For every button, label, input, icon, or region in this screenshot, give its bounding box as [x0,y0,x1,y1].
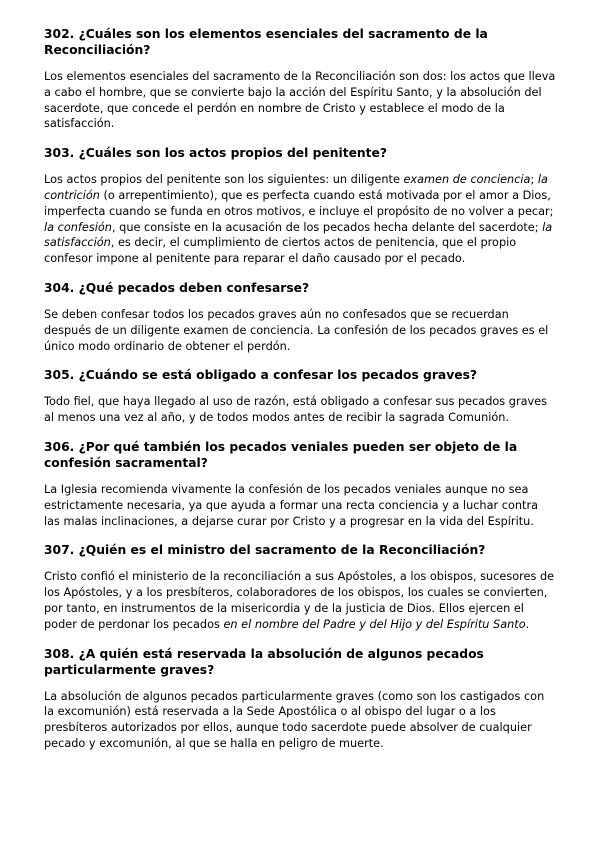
body-text: , es decir, el cumplimiento de ciertos actos de penitencia, que el propio confesor impone al penitente para reparar el daño causado por el pecado. [44,236,517,266]
section-title: 302. ¿Cuáles son los elementos esenciales del sacramento de la Reconciliación? [44,27,488,57]
body-italic-text: la satisfacción [44,220,553,250]
section-body [44,482,556,529]
section-304 [44,280,556,354]
section-303 [44,145,556,267]
body-italic-text: en el nombre del Padre y del Hijo y del Espíritu Santo [223,617,526,631]
body-text: , que consiste en la acusación de los pecados hecha delante del sacerdote; [111,220,543,234]
section-body [44,172,556,267]
body-text: La absolución de algunos pecados particularmente graves (como son los castigados con la excomunión) está reservada a la Sede Apostólica o al obispo del lugar o a los presbíteros autorizados por ellos, aunque todo sacerdote puede absolver de cualquier pecado y excomunión, al que se halla en peligro de muerte. [44,689,545,750]
section-body [44,307,556,354]
body-text: ; [530,173,538,187]
section-body [44,69,556,132]
section-title: 307. ¿Quién es el ministro del sacramento de la Reconciliación? [44,543,486,558]
body-text: Los actos propios del penitente son los siguientes: un diligente [44,173,404,187]
body-italic-text: la contrición [44,173,548,202]
body-text: (o arrepentimiento), que es perfecta cuando está motivada por el amor a Dios, imperfecta cuando se funda en otros motivos, e incluye el propósito de no volver a pecar; [44,188,554,218]
section-title: 308. ¿A quién está reservada la absolución de algunos pecados particularmente graves? [44,646,484,677]
body-text: . [525,617,530,631]
section-305 [44,367,556,426]
body-text: Los elementos esenciales del sacramento de la Reconciliación son dos: los actos que lleva a cabo el hombre, que se convierte bajo la acción del Espíritu Santo, y la absolución del sacerdote, que concede el perdón en nombre de Cristo y establece el modo de la satisfacción. [44,70,556,131]
body-italic-text: la confesión [44,220,112,234]
section-body [44,689,556,752]
body-italic-text: examen de conciencia [403,173,531,187]
body-text: Todo fiel, que haya llegado al uso de razón, está obligado a confesar sus pecados graves al menos una vez al año, y de todos modos antes de recibir la sagrada Comunión. [44,395,548,425]
section-title: 306. ¿Por qué también los pecados veniales pueden ser objeto de la confesión sacramental? [44,439,518,470]
body-text: Se deben confesar todos los pecados graves aún no confesados que se recuerdan después de un diligente examen de conciencia. La confesión de los pecados graves es el único modo ordinario de obtener el perdón. [44,307,549,353]
section-body [44,569,556,632]
section-302 [44,26,556,132]
section-308 [44,646,556,752]
body-text: La Iglesia recomienda vivamente la confesión de los pecados veniales aunque no sea estrictamente necesaria, ya que ayuda a formar una recta conciencia y a luchar contra las malas inclinaciones, a dejarse curar por Cristo y a progresar en la vida del Espíritu. [44,482,539,528]
section-306 [44,439,556,529]
section-title: 305. ¿Cuándo se está obligado a confesar los pecados graves? [44,368,478,383]
section-title: 303. ¿Cuáles son los actos propios del penitente? [44,146,388,161]
section-body [44,394,556,426]
section-307 [44,542,556,632]
section-title: 304. ¿Qué pecados deben confesarse? [44,280,310,295]
body-text: Cristo confió el ministerio de la reconciliación a sus Apóstoles, a los obispos, sucesores de los Apóstoles, y a los presbíteros, colaboradores de los obispos, los cuales se convierten, por tanto, en instrumentos de la misericordia y de la justicia de Dios. Ellos ejercen el poder de perdonar los pecados [44,570,555,631]
